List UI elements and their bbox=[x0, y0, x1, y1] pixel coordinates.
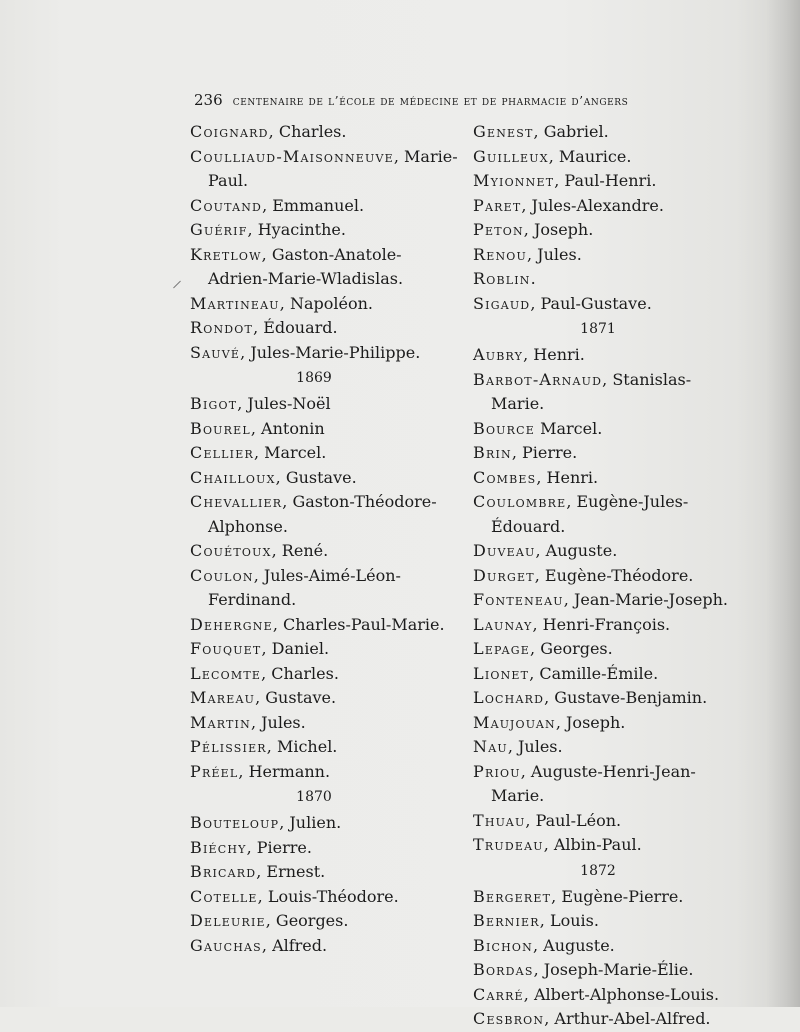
name-entry bbox=[190, 539, 458, 564]
entry-separator: , bbox=[529, 663, 540, 683]
entry-separator: , bbox=[253, 318, 264, 337]
entry-separator: , bbox=[256, 862, 267, 881]
entry-separator: , bbox=[279, 813, 290, 832]
entry-surname: Combes bbox=[473, 467, 537, 487]
entry-separator: , bbox=[271, 541, 282, 560]
entry-surname: Gauchas bbox=[190, 935, 262, 955]
entry-given-names: Stanislas-Marie. bbox=[491, 369, 692, 413]
entry-surname: Couétoux bbox=[190, 541, 272, 560]
name-entry bbox=[473, 934, 733, 959]
entry-surname: Chevallier bbox=[190, 492, 283, 511]
entry-surname: Mareau bbox=[190, 688, 256, 707]
entry-separator: , bbox=[237, 394, 248, 413]
entry-separator: , bbox=[539, 911, 550, 930]
entry-given-names: Louis-Théodore. bbox=[267, 886, 399, 906]
entry-surname: Duveau bbox=[473, 541, 536, 560]
entry-surname: Martin bbox=[190, 712, 251, 732]
entry-surname: Sauvé bbox=[190, 342, 241, 362]
entry-given-names: Henri. bbox=[533, 345, 585, 364]
entry-surname: Nau bbox=[473, 737, 508, 756]
entry-given-names: Gustave. bbox=[285, 467, 357, 487]
entry-separator: , bbox=[282, 492, 293, 511]
name-entry bbox=[473, 613, 733, 638]
entry-surname: Bergeret bbox=[473, 886, 552, 906]
entry-separator: , bbox=[279, 293, 290, 313]
entry-surname: Roblin bbox=[473, 269, 531, 288]
entry-given-names: Joseph. bbox=[533, 220, 594, 239]
entry-surname: Myionnet bbox=[473, 171, 555, 190]
entry-given-names: Joseph-Marie-Élie. bbox=[543, 960, 694, 979]
entry-surname: Bernier bbox=[473, 911, 540, 930]
entry-given-names: Gaston-Anatole-Adrien-Marie-Wladislas. bbox=[208, 244, 404, 288]
entry-surname: Coulliaud-Maisonneuve bbox=[190, 146, 394, 166]
entry-surname: Cellier bbox=[190, 443, 254, 462]
entry-separator: , bbox=[525, 810, 536, 830]
page-number: 236 bbox=[194, 91, 223, 109]
entry-given-names: Antonin bbox=[261, 418, 325, 438]
entry-given-names: Hyacinthe. bbox=[257, 220, 346, 239]
entry-given-names: Jules-Alexandre. bbox=[531, 195, 664, 215]
entry-given-names: Marcel. bbox=[264, 443, 327, 462]
name-entry bbox=[473, 466, 733, 491]
entry-given-names: Jules-Aimé-Léon-Ferdinand. bbox=[208, 565, 401, 609]
entry-surname: Guilleux bbox=[473, 146, 549, 166]
name-entry bbox=[473, 292, 733, 317]
entry-separator: , bbox=[520, 761, 531, 781]
name-entry bbox=[190, 120, 458, 145]
entry-surname: Carré bbox=[473, 984, 524, 1004]
entry-given-names: Eugène-Théodore. bbox=[544, 565, 694, 585]
entry-surname: Maujouan bbox=[473, 712, 556, 732]
name-entry bbox=[190, 637, 458, 662]
entry-given-names: Emmanuel. bbox=[272, 195, 365, 215]
entry-given-names: Julien. bbox=[289, 813, 342, 832]
name-entry bbox=[190, 934, 458, 959]
entry-surname: Coutand bbox=[190, 195, 263, 215]
entry-given-names: Marie-Paul. bbox=[208, 146, 458, 190]
entry-separator: , bbox=[261, 663, 272, 683]
name-entry bbox=[190, 735, 458, 760]
name-entry bbox=[473, 662, 733, 687]
entry-surname: Bourel bbox=[190, 418, 251, 438]
name-entry bbox=[473, 958, 733, 983]
entry-given-names: Louis. bbox=[549, 911, 599, 930]
entry-given-names: Albert-Alphonse-Louis. bbox=[533, 984, 720, 1004]
name-entry bbox=[473, 809, 733, 834]
name-entry bbox=[190, 885, 458, 910]
entry-given-names: Gustave-Benjamin. bbox=[554, 688, 708, 707]
entry-separator: , bbox=[255, 688, 266, 707]
entry-surname: Fouquet bbox=[190, 639, 262, 658]
year-heading: 1872 bbox=[580, 862, 616, 879]
entry-given-names: Ernest. bbox=[266, 862, 326, 881]
entry-separator: , bbox=[250, 418, 262, 438]
entry-given-names: Georges. bbox=[540, 639, 613, 658]
entry-separator: , bbox=[523, 984, 534, 1004]
name-entry bbox=[190, 686, 458, 711]
entry-given-names: Marcel. bbox=[540, 418, 603, 438]
name-entry bbox=[473, 1007, 733, 1032]
name-entry bbox=[190, 243, 458, 292]
entry-separator: , bbox=[238, 761, 249, 781]
entry-given-names: Arthur-Abel-Alfred. bbox=[554, 1009, 711, 1028]
entry-surname: Aubry bbox=[473, 345, 524, 364]
entry-surname: Coignard bbox=[190, 122, 269, 141]
entry-given-names: Albin-Paul. bbox=[553, 835, 642, 854]
entry-given-names: Gabriel. bbox=[543, 122, 609, 141]
name-entry bbox=[473, 243, 733, 268]
entry-given-names: Michel. bbox=[276, 737, 338, 756]
entry-surname: Priou bbox=[473, 761, 521, 781]
name-entry bbox=[473, 539, 733, 564]
name-entry bbox=[473, 686, 733, 711]
entry-separator: , bbox=[262, 195, 273, 215]
entry-separator: , bbox=[548, 146, 559, 166]
entry-separator: , bbox=[268, 122, 279, 141]
year-heading: 1869 bbox=[296, 370, 332, 386]
name-entry bbox=[190, 292, 458, 317]
entry-given-names: Henri. bbox=[546, 467, 599, 487]
entry-given-names: Hermann. bbox=[248, 761, 331, 781]
entry-surname: Rondot bbox=[190, 318, 254, 337]
entry-surname: Deleurie bbox=[190, 911, 266, 930]
entry-separator: , bbox=[240, 342, 251, 362]
entry-separator: , bbox=[534, 565, 545, 585]
name-entry bbox=[473, 711, 733, 736]
name-entry bbox=[473, 218, 733, 243]
entry-given-names: Daniel. bbox=[271, 639, 330, 658]
entry-separator: , bbox=[275, 467, 286, 487]
name-entry bbox=[190, 466, 458, 491]
entry-surname: Genest bbox=[473, 122, 534, 141]
year-heading: 1871 bbox=[580, 321, 616, 337]
entry-surname: Bricard bbox=[190, 862, 257, 881]
entry-separator: , bbox=[272, 614, 283, 634]
entry-separator: , bbox=[521, 195, 532, 215]
entry-surname: Biéchy bbox=[190, 837, 247, 857]
name-entry bbox=[190, 145, 458, 194]
entry-separator: , bbox=[533, 122, 544, 141]
entry-surname: Launay bbox=[473, 614, 533, 634]
entry-surname: Coulombre bbox=[473, 492, 567, 511]
entry-surname: Bigot bbox=[190, 394, 238, 413]
entry-separator: , bbox=[253, 443, 265, 462]
name-entry bbox=[473, 833, 733, 858]
entry-surname: Cesbron bbox=[473, 1009, 545, 1028]
entry-separator: , bbox=[511, 443, 522, 462]
entry-separator: , bbox=[543, 835, 554, 854]
entry-surname: Bordas bbox=[473, 960, 534, 979]
entry-given-names: Gustave. bbox=[265, 688, 337, 707]
entry-separator: , bbox=[602, 369, 613, 389]
entry-given-names: Paul-Henri. bbox=[564, 171, 657, 190]
name-entry bbox=[473, 735, 733, 760]
entry-surname: Pélissier bbox=[190, 737, 267, 756]
entry-surname: Trudeau bbox=[473, 835, 544, 854]
entry-given-names: René. bbox=[281, 541, 329, 560]
entry-given-names: Henri-François. bbox=[542, 614, 671, 634]
name-entry bbox=[190, 316, 458, 341]
entry-separator: , bbox=[261, 935, 273, 955]
entry-given-names: Gaston-Théodore-Alphonse. bbox=[208, 492, 437, 536]
entry-period: . bbox=[530, 269, 536, 288]
entry-given-names: Auguste. bbox=[545, 541, 618, 560]
entry-surname: Kretlow bbox=[190, 244, 262, 264]
entry-surname: Lochard bbox=[473, 688, 545, 707]
name-entry bbox=[190, 218, 458, 243]
entry-separator: , bbox=[393, 146, 405, 166]
entry-given-names: Jules. bbox=[518, 737, 563, 756]
name-entry bbox=[473, 588, 733, 613]
entry-given-names: Camille-Émile. bbox=[539, 663, 659, 683]
entry-separator: , bbox=[250, 712, 262, 732]
running-head-title: centenaire de l’école de médecine et de pharmacie d’angers bbox=[232, 93, 629, 108]
entry-surname: Fonteneau bbox=[473, 590, 564, 609]
entry-separator: , bbox=[266, 737, 277, 756]
name-entry bbox=[190, 194, 458, 219]
entry-given-names: Charles-Paul-Marie. bbox=[282, 614, 445, 634]
entry-separator: , bbox=[563, 590, 574, 609]
left-column bbox=[190, 120, 458, 958]
name-entry bbox=[190, 564, 458, 613]
entry-given-names: Eugène-Pierre. bbox=[561, 886, 684, 906]
entry-separator: , bbox=[554, 171, 565, 190]
entry-separator: , bbox=[535, 541, 546, 560]
name-entry bbox=[473, 368, 733, 417]
entry-surname: Bouteloup bbox=[190, 813, 280, 832]
entry-given-names: Paul-Léon. bbox=[535, 810, 622, 830]
entry-surname: Chailloux bbox=[190, 467, 276, 487]
entry-given-names: Jules. bbox=[261, 712, 306, 732]
entry-separator: , bbox=[523, 345, 534, 364]
name-entry bbox=[473, 490, 733, 539]
name-entry bbox=[473, 169, 733, 194]
entry-surname: Paret bbox=[473, 195, 522, 215]
name-entry bbox=[473, 267, 733, 292]
name-entry bbox=[473, 760, 733, 809]
entry-separator: , bbox=[530, 639, 541, 658]
name-entry bbox=[190, 836, 458, 861]
right-column bbox=[473, 120, 733, 1032]
entry-surname: Barbot-Arnaud bbox=[473, 369, 603, 389]
entry-given-names: Georges. bbox=[275, 911, 349, 930]
entry-given-names: Charles. bbox=[271, 663, 339, 683]
entry-given-names: Napoléon. bbox=[289, 293, 373, 313]
name-entry bbox=[190, 909, 458, 934]
name-entry bbox=[190, 760, 458, 785]
entry-separator: , bbox=[527, 244, 538, 264]
name-entry bbox=[190, 341, 458, 366]
entry-separator: , bbox=[246, 837, 257, 857]
entry-given-names: Jules-Noël bbox=[247, 394, 331, 413]
entry-separator: , bbox=[566, 492, 577, 511]
name-entry bbox=[190, 662, 458, 687]
entry-separator: , bbox=[532, 935, 544, 955]
entry-surname: Lecomte bbox=[190, 663, 262, 683]
entry-separator: , bbox=[536, 467, 547, 487]
entry-given-names: Jules-Marie-Philippe. bbox=[250, 342, 421, 362]
entry-separator: , bbox=[544, 688, 555, 707]
name-entry bbox=[473, 145, 733, 170]
entry-surname: Bource bbox=[473, 418, 535, 438]
name-entry bbox=[473, 417, 733, 442]
pencil-mark bbox=[173, 281, 181, 289]
entry-surname: Martineau bbox=[190, 293, 280, 313]
name-entry bbox=[473, 194, 733, 219]
entry-given-names: Pierre. bbox=[521, 443, 578, 462]
name-entry bbox=[190, 392, 458, 417]
entry-surname: Dehergne bbox=[190, 614, 273, 634]
entry-given-names: Auguste. bbox=[543, 935, 615, 955]
entry-separator: , bbox=[532, 614, 543, 634]
entry-separator: , bbox=[257, 886, 268, 906]
entry-given-names: Édouard. bbox=[263, 318, 338, 337]
entry-surname: Lionet bbox=[473, 663, 530, 683]
entry-surname: Cotelle bbox=[190, 886, 258, 906]
entry-separator: , bbox=[523, 220, 534, 239]
entry-surname: Bichon bbox=[473, 935, 533, 955]
entry-given-names: Jean-Marie-Joseph. bbox=[573, 590, 729, 609]
entry-surname: Thuau bbox=[473, 810, 526, 830]
name-entry bbox=[190, 490, 458, 539]
name-entry bbox=[473, 909, 733, 934]
name-entry bbox=[190, 417, 458, 442]
entry-separator: , bbox=[261, 244, 272, 264]
running-head bbox=[194, 90, 714, 110]
entry-surname: Guérif bbox=[190, 220, 248, 239]
entry-surname: Préel bbox=[190, 761, 239, 781]
entry-given-names: Auguste-Henri-Jean-Marie. bbox=[491, 761, 696, 805]
entry-surname: Peton bbox=[473, 220, 524, 239]
name-entry bbox=[473, 637, 733, 662]
name-entry bbox=[473, 120, 733, 145]
name-entry bbox=[473, 441, 733, 466]
name-entry bbox=[473, 564, 733, 589]
entry-given-names: Charles. bbox=[278, 122, 347, 141]
entry-separator: , bbox=[261, 639, 272, 658]
entry-separator: , bbox=[530, 293, 541, 313]
entry-surname: Lepage bbox=[473, 639, 531, 658]
entry-separator: , bbox=[507, 737, 518, 756]
page-edge-shadow bbox=[766, 0, 800, 1007]
entry-surname: Coulon bbox=[190, 565, 254, 585]
entry-surname: Durget bbox=[473, 565, 535, 585]
entry-given-names: Eugène-Jules-Édouard. bbox=[491, 492, 689, 536]
entry-given-names: Maurice. bbox=[558, 146, 632, 166]
entry-given-names: Pierre. bbox=[256, 837, 312, 857]
year-heading: 1870 bbox=[296, 789, 332, 805]
entry-surname: Sigaud bbox=[473, 293, 531, 313]
name-entry bbox=[190, 860, 458, 885]
name-entry bbox=[190, 711, 458, 736]
entry-separator: , bbox=[551, 886, 562, 906]
entry-surname: Renou bbox=[473, 244, 527, 264]
entry-given-names: Joseph. bbox=[566, 712, 626, 732]
entry-surname: Brin bbox=[473, 443, 512, 462]
name-entry bbox=[190, 613, 458, 638]
entry-separator: , bbox=[544, 1009, 555, 1028]
entry-separator: , bbox=[253, 565, 264, 585]
entry-given-names: Paul-Gustave. bbox=[540, 293, 652, 313]
entry-separator: , bbox=[533, 960, 544, 979]
entry-separator: , bbox=[265, 911, 276, 930]
name-entry bbox=[190, 811, 458, 836]
name-entry bbox=[473, 343, 733, 368]
entry-separator: , bbox=[247, 220, 258, 239]
entry-given-names: Jules. bbox=[537, 244, 582, 264]
entry-separator: , bbox=[555, 712, 567, 732]
name-entry bbox=[473, 885, 733, 910]
name-entry bbox=[473, 983, 733, 1008]
entry-given-names: Alfred. bbox=[272, 935, 328, 955]
name-entry bbox=[190, 441, 458, 466]
